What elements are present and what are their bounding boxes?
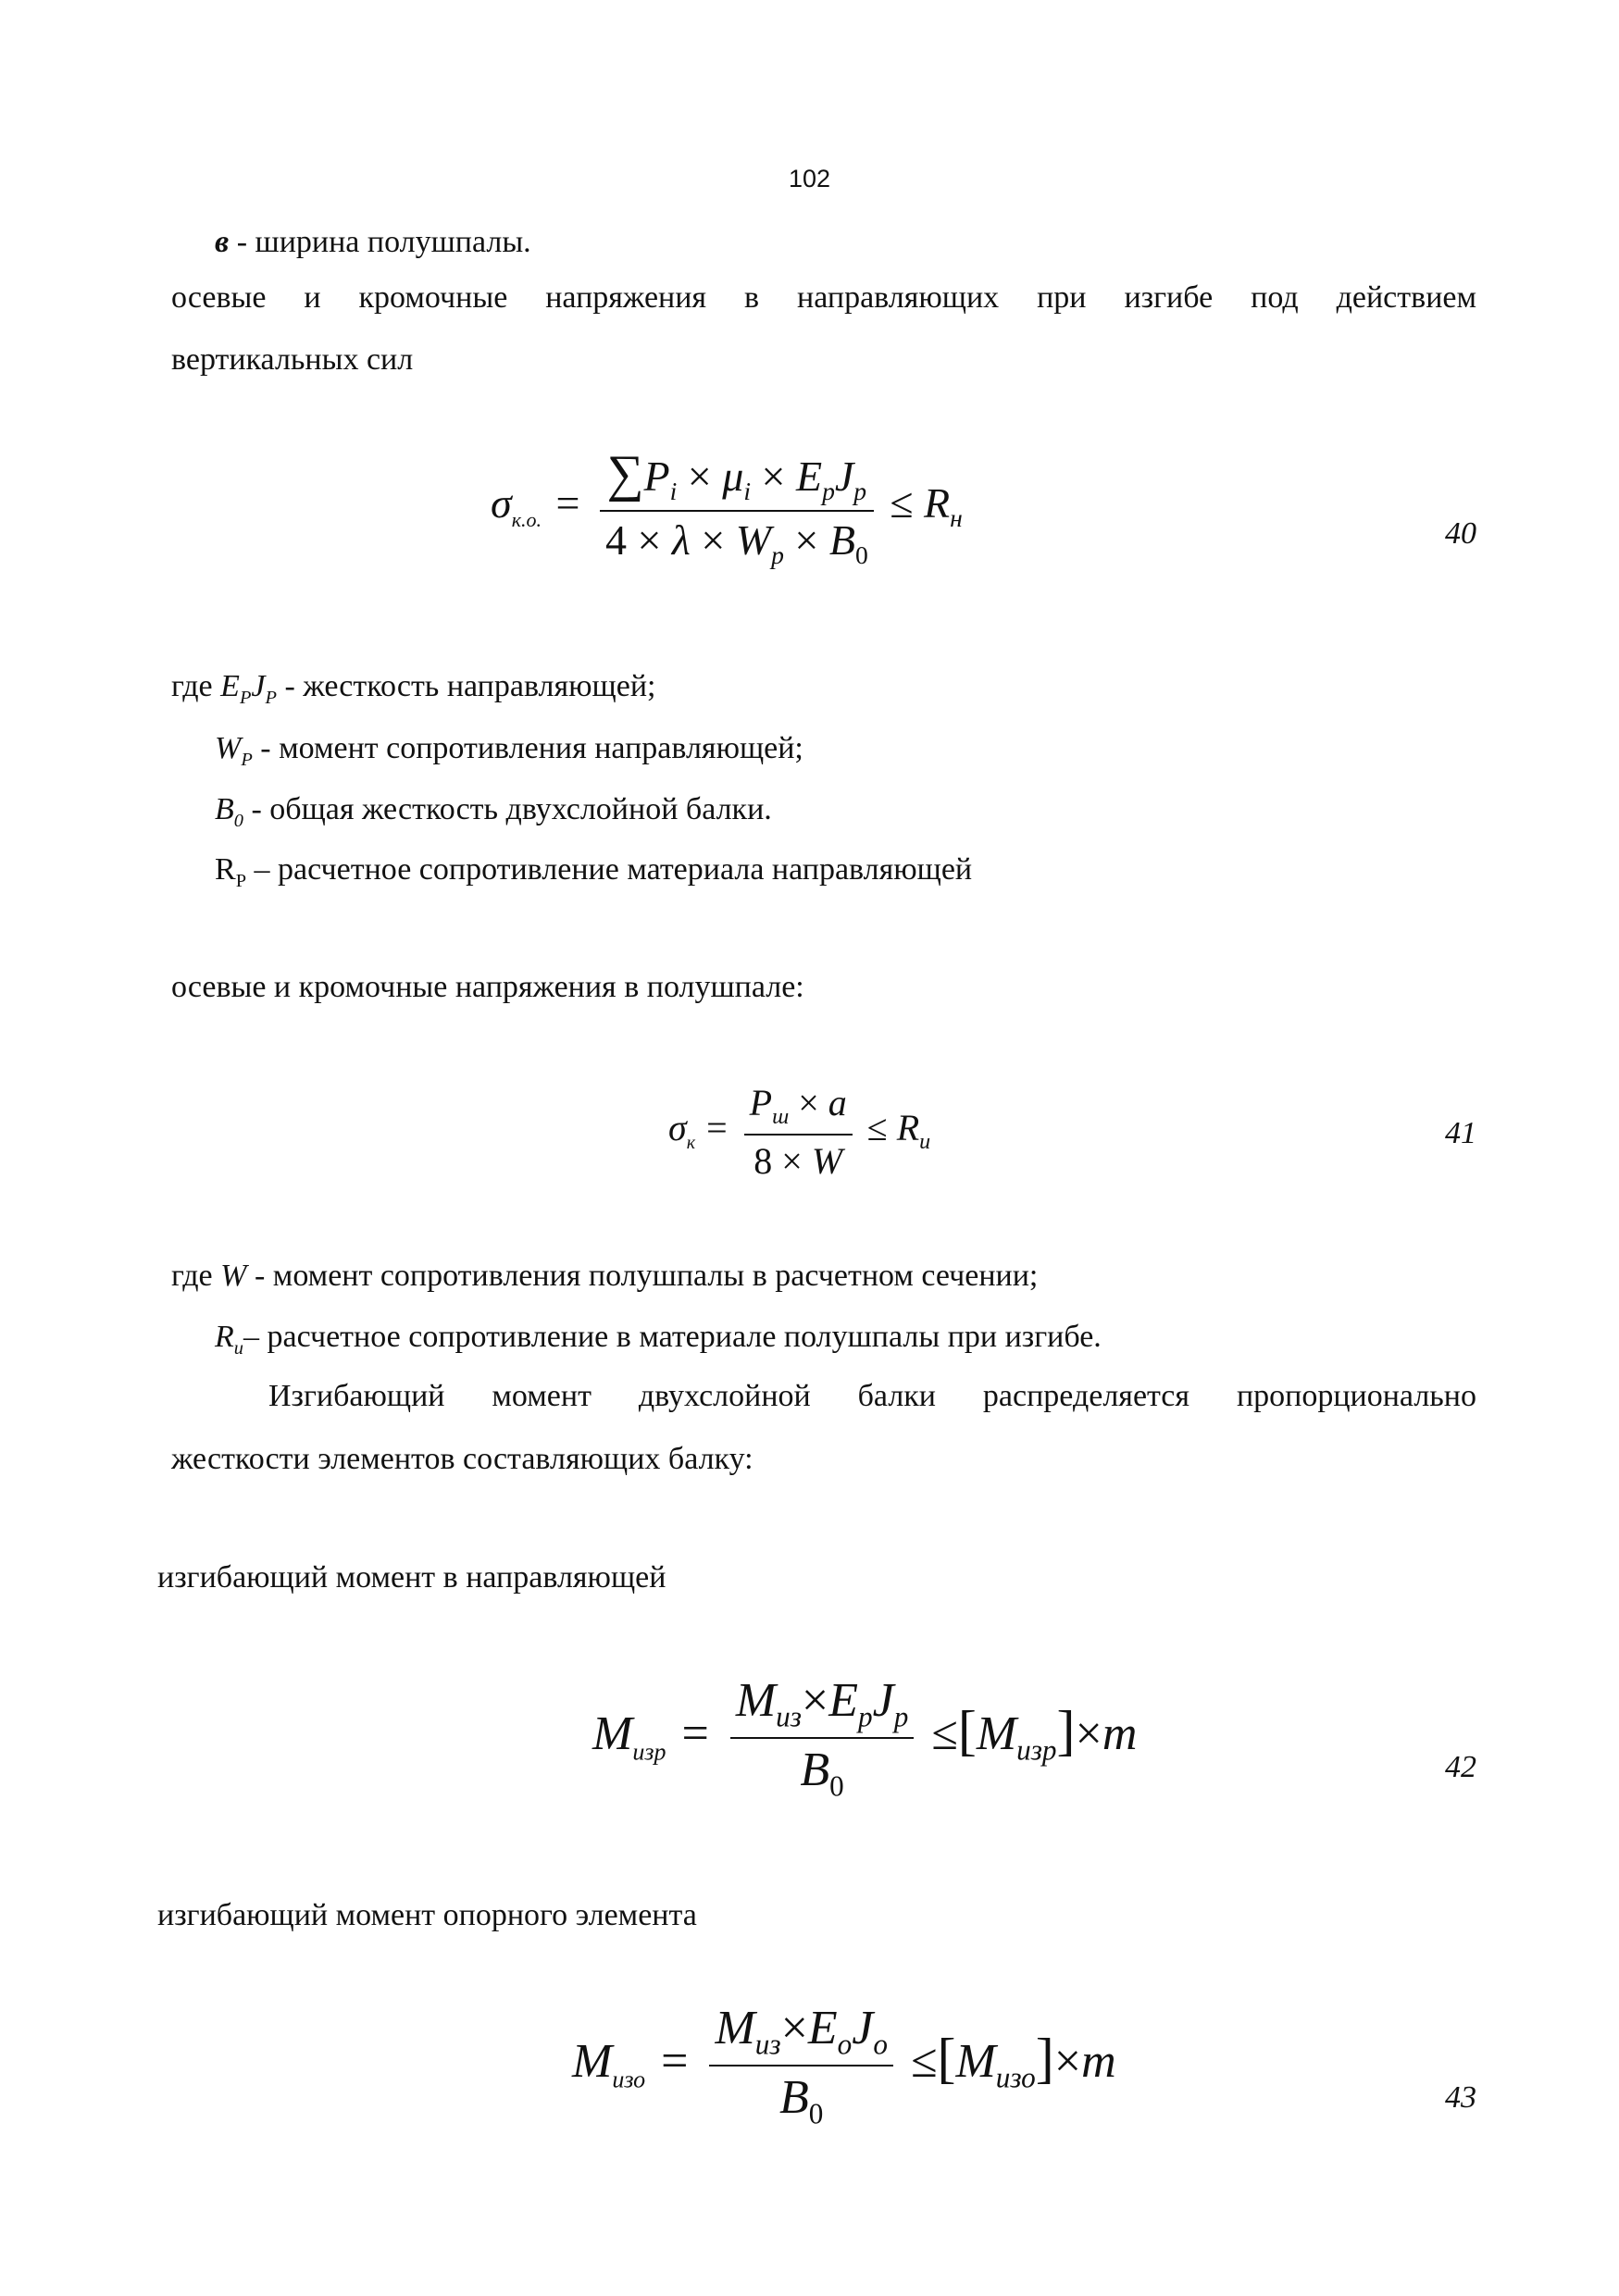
sym-wp: $W_P$ [215, 731, 253, 770]
paragraph-line-axial-stress: осевые и кромочные напряжения в направляющих при изгибе под действием [171, 280, 1476, 315]
equation-number-43: 43 [1445, 2080, 1476, 2115]
text-line-moment-guide: изгибающий момент в направляющей [157, 1560, 666, 1595]
definition-rp: $R_P$ – расчетное сопротивление материала направляющей [215, 852, 973, 891]
definition-b0: $B_0$ - общая жесткость двухслойной балки. [215, 792, 772, 831]
page-number: 102 [788, 165, 831, 192]
text-line-vertical-forces: вертикальных сил [171, 342, 414, 377]
eq42-rhs: $\le[M_{изр}]\times m$ [931, 1700, 1138, 1767]
text-line-width-def [215, 227, 531, 258]
eq42-fraction [730, 1673, 914, 1804]
eq43-lhs: $M_{изо}$ [572, 2035, 646, 2093]
definition-wp: $W_P$ - момент сопротивления направляющей; [215, 731, 803, 770]
eq41-fraction [744, 1081, 853, 1183]
equation-40: $\sigma_{к.о.}$ = $\frac{\sum P_i \times \mu_i \times E_pJ_p}{4 \times \lambda \times W_p \times B_0}$ ≤ $R_н$ [491, 445, 963, 570]
width-def-text: - ширина полушпалы. [229, 225, 531, 259]
eq40-fraction [600, 444, 874, 570]
eq40-denominator: $4 \times \lambda \times W_p \times B_0$ [600, 510, 874, 570]
eq40-numerator: $\sum P_i \times \mu_i \times E_pJ_p$ [606, 445, 867, 506]
equation-41: $\sigma_к$ = $\frac{P_ш \times a}{8 \times W}$ ≤ $R_и$ [668, 1082, 931, 1182]
sym-w: W [220, 1259, 247, 1293]
eq40-lhs: $\sigma_{к.о.}$ [491, 478, 542, 531]
eq43-rhs: $\le[M_{изо}]\times m$ [910, 2028, 1116, 2094]
text-line-half-sleeper-stress: осевые и кромочные напряжения в полушпале: [171, 970, 804, 1004]
sym-ep-jp: $E_PJ_P$ [220, 669, 277, 708]
var-v: в [215, 225, 230, 259]
eq43-numerator: $M_{из}\times E_oJ_o$ [715, 2002, 888, 2061]
eq42-lhs: $M_{изр}$ [592, 1707, 666, 1766]
eq41-rhs: ≤ $R_и$ [866, 1107, 931, 1155]
definition-w: где W - момент сопротивления полушпалы в расчетном сечении; [171, 1259, 1039, 1293]
eq40-rhs: ≤ $R_н$ [890, 478, 963, 532]
text-line-moment-support: изгибающий момент опорного элемента [157, 1898, 697, 1932]
sym-rp: $R_P$ [215, 852, 247, 891]
eq43-fraction [709, 2001, 892, 2131]
equation-43: $M_{изо}$ = $\frac{M_{из}\times E_oJ_o}{B_0}$ $\le[M_{изо}]\times m$ [572, 2002, 1116, 2130]
eq42-denominator: $B_0$ [730, 1737, 914, 1803]
equation-42: $M_{изр}$ = $\frac{M_{из}\times E_pJ_p}{B_0}$ $\le[M_{изр}]\times m$ [592, 1674, 1138, 1803]
paragraph-bending-moment-cont: жесткости элементов составляющих балку: [171, 1442, 753, 1476]
eq43-denominator: $B_0$ [709, 2065, 892, 2130]
sym-b0: $B_0$ [215, 792, 243, 831]
equation-number-42: 42 [1445, 1750, 1476, 1784]
paragraph-bending-moment: Изгибающий момент двухслойной балки распределяется пропорционально [268, 1379, 1476, 1413]
eq41-numerator: $P_ш \times a$ [749, 1082, 847, 1129]
eq42-numerator: $M_{из}\times E_pJ_p$ [735, 1674, 909, 1733]
equation-number-40: 40 [1445, 516, 1476, 551]
eq41-denominator: 8 × W [744, 1134, 853, 1183]
definition-ri: $R_и-$ расчетное сопротивление в материале полушпалы при изгибе. [215, 1320, 1102, 1359]
equation-number-41: 41 [1445, 1116, 1476, 1150]
eq41-lhs: $\sigma_к$ [668, 1107, 696, 1154]
sym-ri: $R_и$ [215, 1320, 243, 1359]
definition-ep-jp: где $E_PJ_P$ - жесткость направляющей; [171, 669, 656, 708]
